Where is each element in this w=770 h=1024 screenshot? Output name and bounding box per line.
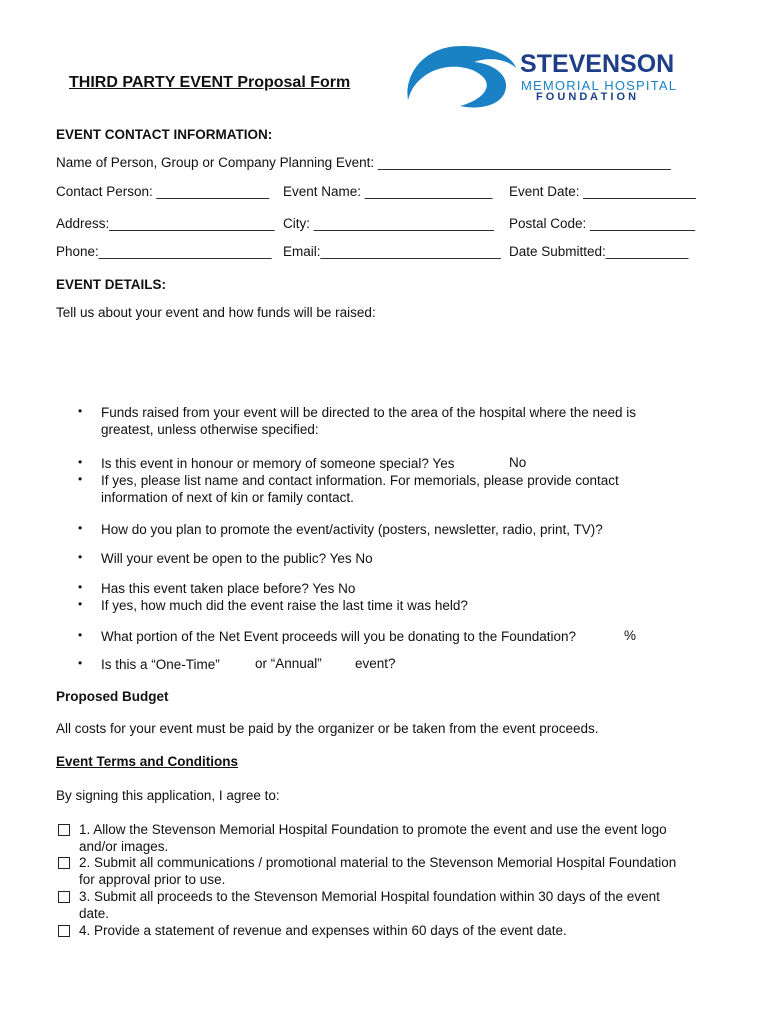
list-item: Is this event in honour or memory of someone special? Yes bbox=[101, 456, 455, 471]
logo-line-stevenson: STEVENSON bbox=[520, 50, 675, 78]
list-item: and/or images. bbox=[79, 839, 169, 854]
terms-intro: By signing this application, I agree to: bbox=[56, 788, 280, 803]
contact-person-field[interactable]: Contact Person: _______________ bbox=[56, 184, 270, 199]
list-item: Will your event be open to the public? Yes No bbox=[101, 551, 373, 566]
city-field[interactable]: City: ________________________ bbox=[283, 216, 494, 231]
bullet-marker: • bbox=[78, 580, 83, 594]
term-checkbox[interactable] bbox=[58, 891, 70, 903]
no-option[interactable]: No bbox=[509, 455, 527, 470]
terms-heading: Event Terms and Conditions bbox=[56, 754, 239, 769]
event-name-field[interactable]: Event Name: _________________ bbox=[283, 184, 493, 199]
list-item: If yes, please list name and contact information. For memorials, please provide contact bbox=[101, 473, 619, 488]
budget-text: All costs for your event must be paid by the organizer or be taken from the event proceeds. bbox=[56, 721, 599, 736]
list-item: date. bbox=[79, 906, 110, 921]
event-word: event? bbox=[355, 656, 396, 671]
list-item: How do you plan to promote the event/activity (posters, newsletter, radio, print, TV)? bbox=[101, 522, 603, 537]
details-heading: EVENT DETAILS: bbox=[56, 277, 167, 292]
form-title: THIRD PARTY EVENT Proposal Form bbox=[69, 74, 351, 91]
budget-heading: Proposed Budget bbox=[56, 689, 169, 704]
bullet-marker: • bbox=[78, 404, 83, 418]
percent-sign: % bbox=[624, 628, 637, 643]
details-prompt: Tell us about your event and how funds will be raised: bbox=[56, 305, 376, 320]
planner-name-field[interactable]: Name of Person, Group or Company Planning Event: _______________________________________ bbox=[56, 155, 671, 170]
annual-option[interactable]: or “Annual” bbox=[255, 656, 322, 671]
bullet-marker: • bbox=[78, 521, 83, 535]
logo-line-foundation: F O U N D A T I O N bbox=[536, 91, 637, 103]
foundation-logo bbox=[400, 38, 700, 116]
bullet-marker: • bbox=[78, 628, 83, 642]
term-checkbox[interactable] bbox=[58, 857, 70, 869]
list-item: greatest, unless otherwise specified: bbox=[101, 422, 319, 437]
swoosh-icon bbox=[400, 38, 525, 116]
event-date-field[interactable]: Event Date: _______________ bbox=[509, 184, 696, 199]
address-field[interactable]: Address:______________________ bbox=[56, 216, 275, 231]
list-item: information of next of kin or family contact. bbox=[101, 490, 354, 505]
list-item: If yes, how much did the event raise the last time it was held? bbox=[101, 598, 468, 613]
list-item: What portion of the Net Event proceeds will you be donating to the Foundation? bbox=[101, 629, 577, 644]
postal-code-field[interactable]: Postal Code: ______________ bbox=[509, 216, 696, 231]
bullet-marker: • bbox=[78, 455, 83, 469]
bullet-marker: • bbox=[78, 472, 83, 486]
list-item: Has this event taken place before? Yes No bbox=[101, 581, 356, 596]
logo-line-memorial: MEMORIAL HOSPITAL bbox=[521, 78, 678, 93]
list-item: 3. Submit all proceeds to the Stevenson Memorial Hospital foundation within 30 days of the event bbox=[79, 889, 660, 904]
phone-field[interactable]: Phone:_______________________ bbox=[56, 244, 272, 259]
list-item: Is this a “One-Time” bbox=[101, 657, 220, 672]
term-checkbox[interactable] bbox=[58, 824, 70, 836]
email-field[interactable]: Email:________________________ bbox=[283, 244, 501, 259]
bullet-marker: • bbox=[78, 597, 83, 611]
list-item: Funds raised from your event will be directed to the area of the hospital where the need is bbox=[101, 405, 637, 420]
list-item: for approval prior to use. bbox=[79, 872, 226, 887]
bullet-marker: • bbox=[78, 656, 83, 670]
list-item: 2. Submit all communications / promotional material to the Stevenson Memorial Hospital Foundation bbox=[79, 855, 677, 870]
term-checkbox[interactable] bbox=[58, 925, 70, 937]
date-submitted-field[interactable]: Date Submitted:___________ bbox=[509, 244, 689, 259]
list-item: 4. Provide a statement of revenue and expenses within 60 days of the event date. bbox=[79, 923, 567, 938]
list-item: 1. Allow the Stevenson Memorial Hospital Foundation to promote the event and use the event logo bbox=[79, 822, 667, 837]
bullet-marker: • bbox=[78, 550, 83, 564]
contact-heading: EVENT CONTACT INFORMATION: bbox=[56, 127, 273, 142]
